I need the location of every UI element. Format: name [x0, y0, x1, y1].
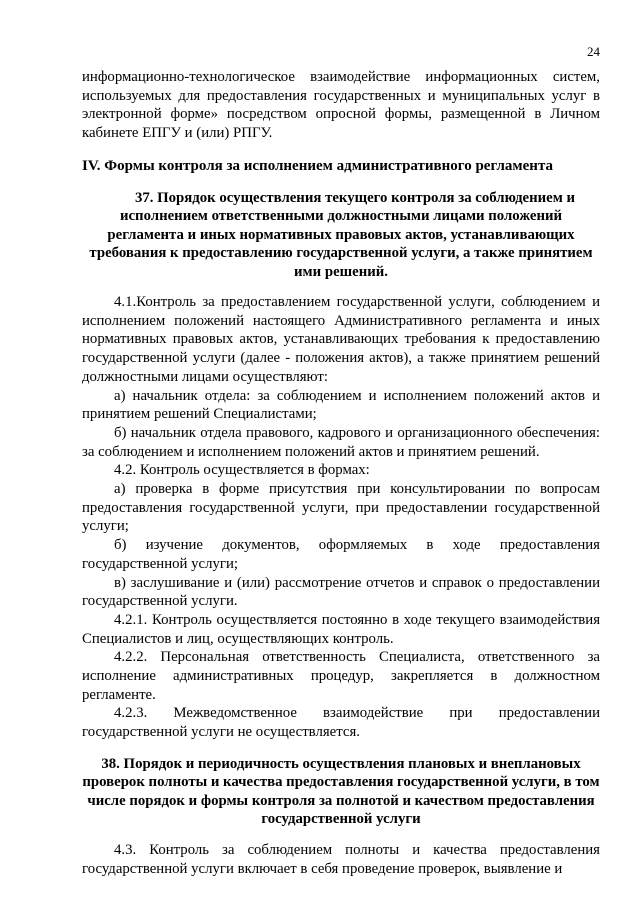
paragraph-4-2-a: а) проверка в форме присутствия при консультировании по вопросам предоставления государственной услуги, при предоставлении государственной услуги;	[82, 481, 600, 535]
page-number: 24	[587, 44, 600, 59]
paragraph-4-3: 4.3. Контроль за соблюдением полноты и качества предоставления государственной услуги включает в себя проведение проверок, выявление и	[82, 841, 600, 877]
chapter-heading: IV. Формы контроля за исполнением административного регламента	[82, 157, 553, 174]
document-body	[82, 68, 600, 878]
paragraph-4-2-v: в) заслушивание и (или) рассмотрение отчетов и справок о предоставлении государственной услуги.	[82, 574, 600, 610]
paragraph-4-2-2: 4.2.2. Персональная ответственность Специалиста, ответственного за исполнение административных процедур, закрепляется в должностном регламенте.	[82, 649, 600, 703]
paragraph-4-1: 4.1.Контроль за предоставлением государственной услуги, соблюдением и исполнением положений настоящего Административного регламента и иных нормативных правовых актов, устанавливающих требования к предоставлению государственной услуги (далее - положения актов), а также принятием решений должностными лицами осуществляют:	[82, 294, 600, 385]
section-37-heading: 37. Порядок осуществления текущего контроля за соблюдением и исполнением ответственными должностными лицами положений регламента и иных нормативных правовых актов, устанавливающих требования к предоставлению государственной услуги, а также принятием ими решений.	[89, 189, 593, 280]
intro-paragraph: информационно-технологическое взаимодействие информационных систем, используемых для предоставления государственных и муниципальных услуг в электронной форме» посредством опросной формы, размещенной в Личном кабинете ЕПГУ и (или) РПГУ.	[82, 69, 600, 142]
section-38-heading: 38. Порядок и периодичность осуществления плановых и внеплановых проверок полноты и качества предоставления государственной услуги, в том числе порядок и формы контроля за полнотой и качеством предоставления государственной услуги	[82, 755, 600, 828]
paragraph-4-2-1: 4.2.1. Контроль осуществляется постоянно в ходе текущего взаимодействия Специалистов и лиц, осуществляющих контроль.	[82, 611, 600, 647]
paragraph-4-2-3: 4.2.3. Межведомственное взаимодействие при предоставлении государственной услуги не осуществляется.	[82, 705, 600, 741]
paragraph-4-2-b: б) изучение документов, оформляемых в ходе предоставления государственной услуги;	[82, 537, 600, 572]
paragraph-4-1-b: б) начальник отдела правового, кадрового и организационного обеспечения: за соблюдением и исполнением положений актов и принятием решений.	[82, 424, 600, 460]
paragraph-4-1-a: а) начальник отдела: за соблюдением и исполнением положений актов и принятием решений Специалистами;	[82, 387, 600, 423]
paragraph-4-2: 4.2. Контроль осуществляется в формах:	[114, 462, 370, 479]
